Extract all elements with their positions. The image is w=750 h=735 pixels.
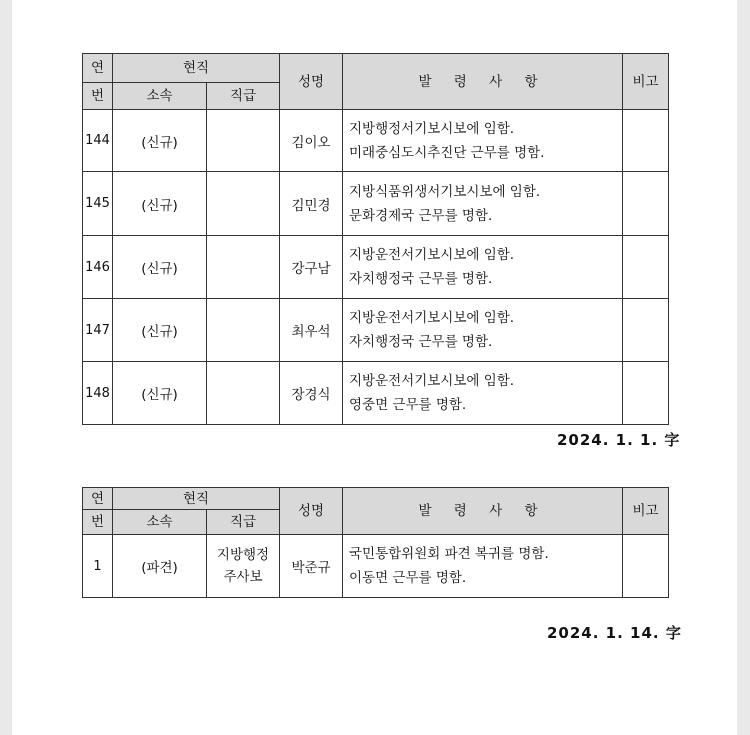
row-affiliation: (신규): [113, 299, 207, 362]
row-note: [623, 299, 669, 362]
row-note: [623, 535, 669, 598]
row-rank: [207, 299, 280, 362]
header-name: 성명: [280, 54, 343, 110]
row-name: 최우석: [280, 299, 343, 362]
row-number: 146: [83, 236, 113, 299]
header-affiliation: 소속: [113, 510, 207, 535]
row-affiliation: (신규): [113, 362, 207, 425]
row-name: 장경식: [280, 362, 343, 425]
row-number: 147: [83, 299, 113, 362]
action-line-2: 자치행정국 근무를 명함.: [349, 334, 493, 350]
action-line-2: 자치행정국 근무를 명함.: [349, 271, 493, 287]
row-affiliation: (신규): [113, 172, 207, 236]
row-name: 김민경: [280, 172, 343, 236]
header-no-bottom: 번: [83, 83, 113, 110]
row-rank: [207, 172, 280, 236]
rank-line-2: 주사보: [223, 569, 263, 585]
rank-line-1: 지방행정: [216, 547, 270, 563]
row-number: 144: [83, 110, 113, 172]
row-action: [343, 362, 623, 425]
action-line-2: 미래중심도시추진단 근무를 명함.: [349, 144, 545, 161]
row-note: [623, 362, 669, 425]
header-note: 비고: [623, 488, 669, 535]
table-row: [83, 362, 669, 425]
action-line-2: 영중면 근무를 명함.: [349, 397, 467, 413]
row-action: [343, 535, 623, 598]
row-name: 김이오: [280, 110, 343, 172]
appointment-table-1: [82, 53, 669, 425]
action-line-1: 지방행정서기보시보에 임함.: [349, 120, 515, 137]
row-rank: [207, 362, 280, 425]
header-no-bottom: 번: [83, 510, 113, 535]
row-rank: [207, 110, 280, 172]
table-row: [83, 172, 669, 236]
row-affiliation: (신규): [113, 236, 207, 299]
row-note: [623, 172, 669, 236]
header-no-top: 연: [83, 488, 113, 510]
header-no-top: 연: [83, 54, 113, 83]
effective-date-1: 2024. 1. 1. 字: [557, 431, 681, 449]
row-action: [343, 299, 623, 362]
row-rank: [207, 535, 280, 598]
header-action: 발 령 사 항: [343, 488, 623, 535]
header-affiliation: 소속: [113, 83, 207, 110]
header-rank: 직급: [207, 83, 280, 110]
row-name: 박준규: [280, 535, 343, 598]
header-action: 발 령 사 항: [343, 54, 623, 110]
header-current-position: 현직: [113, 488, 280, 510]
action-line-1: 지방운전서기보시보에 임함.: [349, 247, 515, 263]
row-action: [343, 110, 623, 172]
header-name: 성명: [280, 488, 343, 535]
row-number: 1: [83, 535, 113, 598]
row-number: 145: [83, 172, 113, 236]
action-line-1: 지방운전서기보시보에 임함.: [349, 310, 515, 326]
row-affiliation: (신규): [113, 110, 207, 172]
action-line-2: 이동면 근무를 명함.: [349, 570, 467, 586]
action-line-1: 국민통합위원회 파견 복귀를 명함.: [349, 546, 549, 562]
table-row: [83, 110, 669, 172]
row-action: [343, 172, 623, 236]
action-line-1: 지방식품위생서기보시보에 임함.: [349, 183, 541, 200]
row-action: [343, 236, 623, 299]
row-number: 148: [83, 362, 113, 425]
table-row: [83, 535, 669, 598]
row-note: [623, 110, 669, 172]
table-row: [83, 299, 669, 362]
table-row: [83, 236, 669, 299]
row-note: [623, 236, 669, 299]
header-note: 비고: [623, 54, 669, 110]
action-line-1: 지방운전서기보시보에 임함.: [349, 373, 515, 389]
appointment-table-2: [82, 487, 669, 598]
row-affiliation: (파견): [113, 535, 207, 598]
row-name: 강구남: [280, 236, 343, 299]
document-page: [12, 0, 737, 735]
header-rank: 직급: [207, 510, 280, 535]
action-line-2: 문화경제국 근무를 명함.: [349, 207, 493, 224]
row-rank: [207, 236, 280, 299]
effective-date-2: 2024. 1. 14. 字: [547, 624, 682, 642]
header-current-position: 현직: [113, 54, 280, 83]
